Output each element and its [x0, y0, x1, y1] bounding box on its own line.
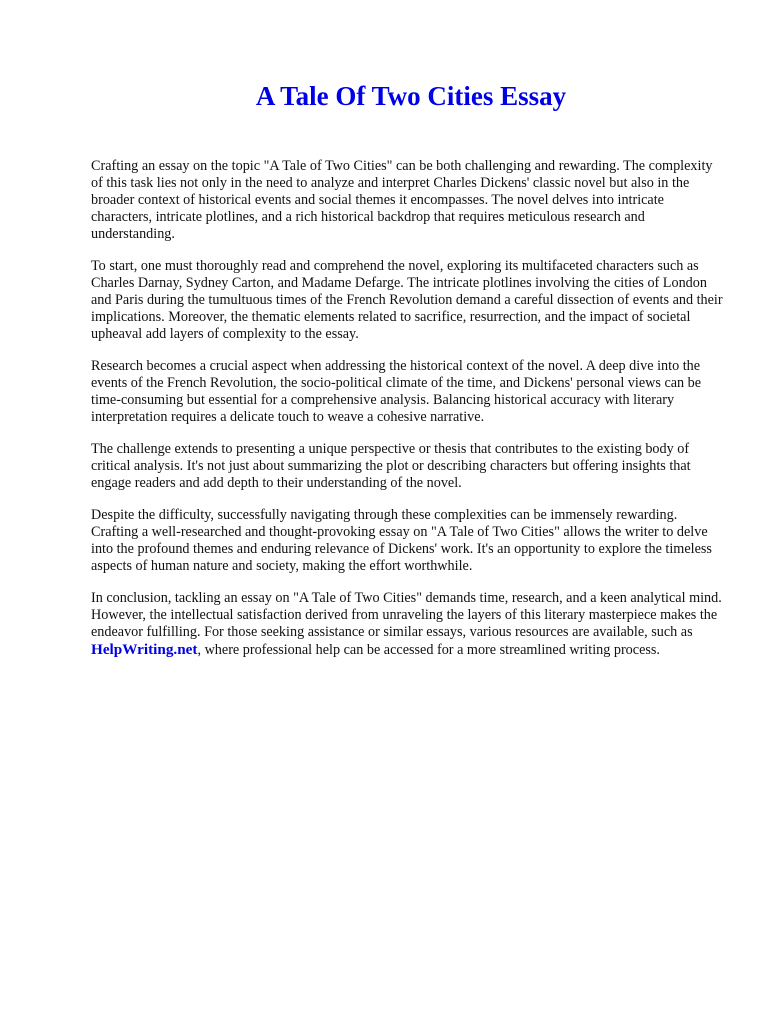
- paragraph-characters: To start, one must thoroughly read and comprehend the novel, exploring its multifaceted characters such as Charles Darnay, Sydney Carton, and Madame Defarge. The intricate plotlines involving the cities of London and Paris during the tumultuous times of the French Revolution demand a careful dissection of events and their implications. Moreover, the thematic elements related to sacrifice, resurrection, and the impact of societal upheaval add layers of complexity to the essay.: [91, 258, 723, 342]
- paragraph-intro: Crafting an essay on the topic "A Tale of Two Cities" can be both challenging and rewarding. The complexity of this task lies not only in the need to analyze and interpret Charles Dickens' classic novel but also in the broader context of historical events and social themes it encompasses. The novel delves into intricate characters, intricate plotlines, and a rich historical backdrop that requires meticulous research and understanding.: [91, 158, 713, 242]
- paragraph-conclusion: [91, 590, 723, 659]
- conclusion-text-after-link: , where professional help can be accessed for a more streamlined writing process.: [197, 642, 660, 658]
- paragraph-rewarding: Despite the difficulty, successfully navigating through these complexities can be immensely rewarding. Crafting a well-researched and thought-provoking essay on "A Tale of Two Cities" allows the writer to delve into the profound themes and enduring relevance of Dickens' work. It's an opportunity to explore the timeless aspects of human nature and society, making the effort worthwhile.: [91, 507, 712, 574]
- essay-page: [91, 78, 723, 674]
- paragraph-challenge: The challenge extends to presenting a unique perspective or thesis that contributes to the existing body of critical analysis. It's not just about summarizing the plot or describing characters but offering insights that engage readers and add depth to their understanding of the novel.: [91, 441, 691, 491]
- paragraph-research: Research becomes a crucial aspect when addressing the historical context of the novel. A deep dive into the events of the French Revolution, the socio-political climate of the time, and Dickens' personal views can be time-consuming but essential for a comprehensive analysis. Balancing historical accuracy with literary interpretation requires a delicate touch to weave a cohesive narrative.: [91, 358, 702, 425]
- helpwriting-link[interactable]: HelpWriting.net: [91, 641, 198, 658]
- page-title: A Tale Of Two Cities Essay: [255, 81, 567, 111]
- conclusion-text-before-link: In conclusion, tackling an essay on "A Tale of Two Cities" demands time, research, and a keen analytical mind. However, the intellectual satisfaction derived from unraveling the layers of this literary masterpiece makes the endeavor fulfilling. For those seeking assistance or similar essays, various resources are available, such as: [91, 590, 722, 640]
